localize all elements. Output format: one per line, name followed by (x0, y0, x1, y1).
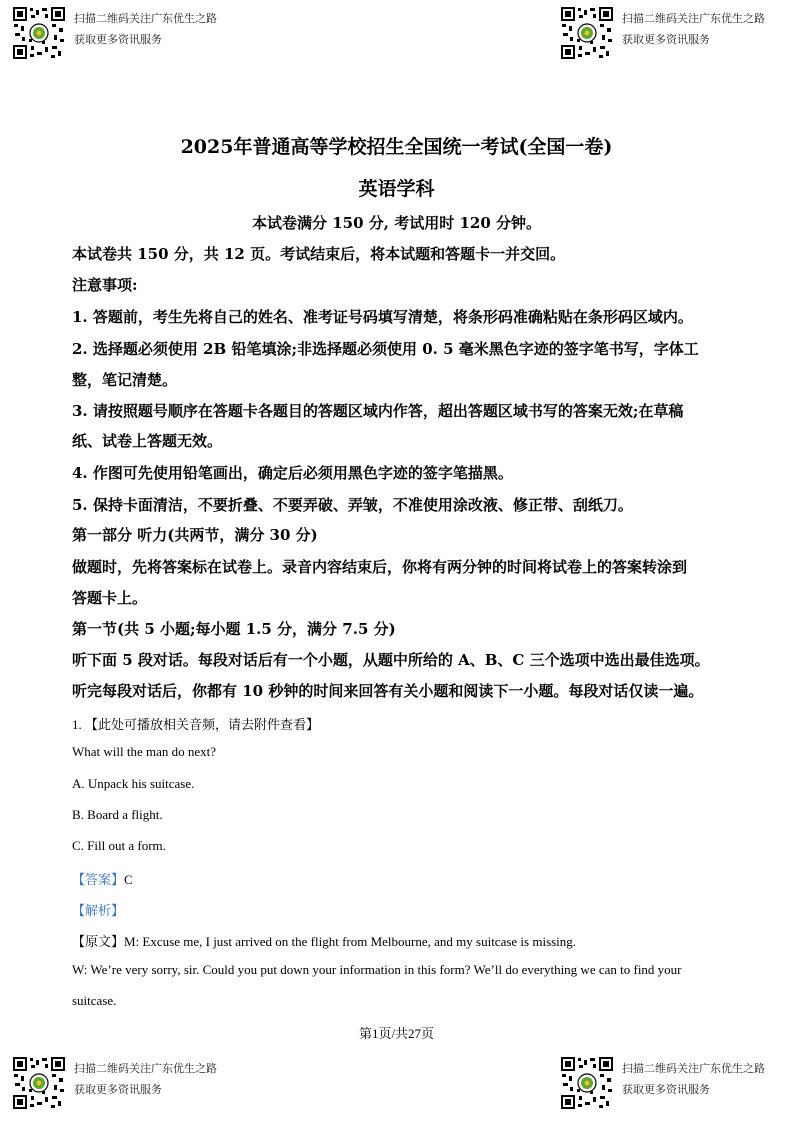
notice-item: 纸、试卷上答题无效。 (72, 432, 223, 450)
watermark-line1: 扫描二维码关注广东优生之路 (622, 12, 765, 25)
notice-item: 2. 选择题必须使用 2B 铅笔填涂;非选择题必须使用 0. 5 毫米黑色字迹的签字笔书写，字体工 (72, 340, 699, 358)
answer-value: C (124, 872, 133, 887)
watermark-line1: 扫描二维码关注广东优生之路 (622, 1062, 765, 1075)
section1-instruction: 听下面 5 段对话。每段对话后有一个小题，从题中所给的 A、B、C 三个选项中选出最佳选项。 (72, 651, 710, 669)
part1-instruction: 答题卡上。 (72, 589, 148, 607)
answer-line (72, 869, 133, 888)
notice-item: 3. 请按照题号顺序在答题卡各题目的答题区域内作答，超出答题区域书写的答案无效;在草稿 (72, 402, 684, 420)
watermark-line1: 扫描二维码关注广东优生之路 (74, 12, 217, 25)
watermark-line2: 获取更多资讯服务 (622, 33, 710, 46)
page-number: 第1页/共27页 (358, 1026, 435, 1041)
notice-item: 1. 答题前，考生先将自己的姓名、准考证号码填写清楚，将条形码准确粘贴在条形码区域内。 (72, 308, 693, 326)
option-b: B. Board a flight. (72, 807, 163, 822)
notice-heading: 注意事项: (72, 276, 138, 294)
part1-instruction: 做题时，先将答案标在试卷上。录音内容结束后，你将有两分钟的时间将试卷上的答案转涂到 (72, 558, 688, 576)
transcript-m: M: Excuse me, I just arrived on the flight from Melbourne, and my suitcase is missing. (124, 934, 577, 949)
qr-code-icon[interactable] (12, 1056, 66, 1110)
transcript-label: 【原文】 (72, 934, 125, 949)
subject-title: 英语学科 (358, 178, 435, 200)
watermark-line2: 获取更多资讯服务 (74, 33, 162, 46)
section1-heading: 第一节(共 5 小题;每小题 1.5 分，满分 7.5 分) (72, 620, 396, 638)
watermark-top-right (560, 6, 765, 60)
watermark-bottom-right (560, 1056, 765, 1110)
transcript-w2: suitcase. (72, 993, 117, 1008)
section1-instruction: 听完每段对话后，你都有 10 秒钟的时间来回答有关小题和阅读下一小题。每段对话仅读一遍。 (72, 682, 704, 700)
transcript-line (72, 931, 576, 950)
option-a: A. Unpack his suitcase. (72, 776, 195, 791)
option-c: C. Fill out a form. (72, 838, 166, 853)
qr-code-icon[interactable] (560, 1056, 614, 1110)
notice-item: 4. 作图可先使用铅笔画出，确定后必须用黑色字迹的签字笔描黑。 (72, 464, 513, 482)
notice-item: 整，笔记清楚。 (72, 371, 178, 389)
score-info: 本试卷满分 150 分, 考试用时 120 分钟。 (252, 214, 541, 232)
question-number-line[interactable]: 1. 【此处可播放相关音频，请去附件查看】 (72, 717, 320, 732)
part1-heading: 第一部分 听力(共两节，满分 30 分) (72, 526, 318, 544)
notice-item: 5. 保持卡面清洁，不要折叠、不要弄破、弄皱，不准使用涂改液、修正带、刮纸刀。 (72, 496, 633, 514)
analysis-label: 【解析】 (72, 903, 125, 918)
qr-code-icon[interactable] (560, 6, 614, 60)
watermark-bottom-left (12, 1056, 217, 1110)
watermark-line2: 获取更多资讯服务 (622, 1083, 710, 1096)
question-prompt: What will the man do next? (72, 744, 217, 759)
intro-text: 本试卷共 150 分，共 12 页。考试结束后，将本试题和答题卡一并交回。 (72, 245, 566, 263)
transcript-w1: W: We’re very sorry, sir. Could you put down your information in this form? We’ll do everything we can to find your (72, 962, 682, 977)
exam-title: 2025年普通高等学校招生全国统一考试(全国一卷) (180, 136, 613, 158)
watermark-top-left (12, 6, 217, 60)
watermark-line1: 扫描二维码关注广东优生之路 (74, 1062, 217, 1075)
watermark-line2: 获取更多资讯服务 (74, 1083, 162, 1096)
qr-code-icon[interactable] (12, 6, 66, 60)
answer-label: 【答案】 (72, 872, 125, 887)
